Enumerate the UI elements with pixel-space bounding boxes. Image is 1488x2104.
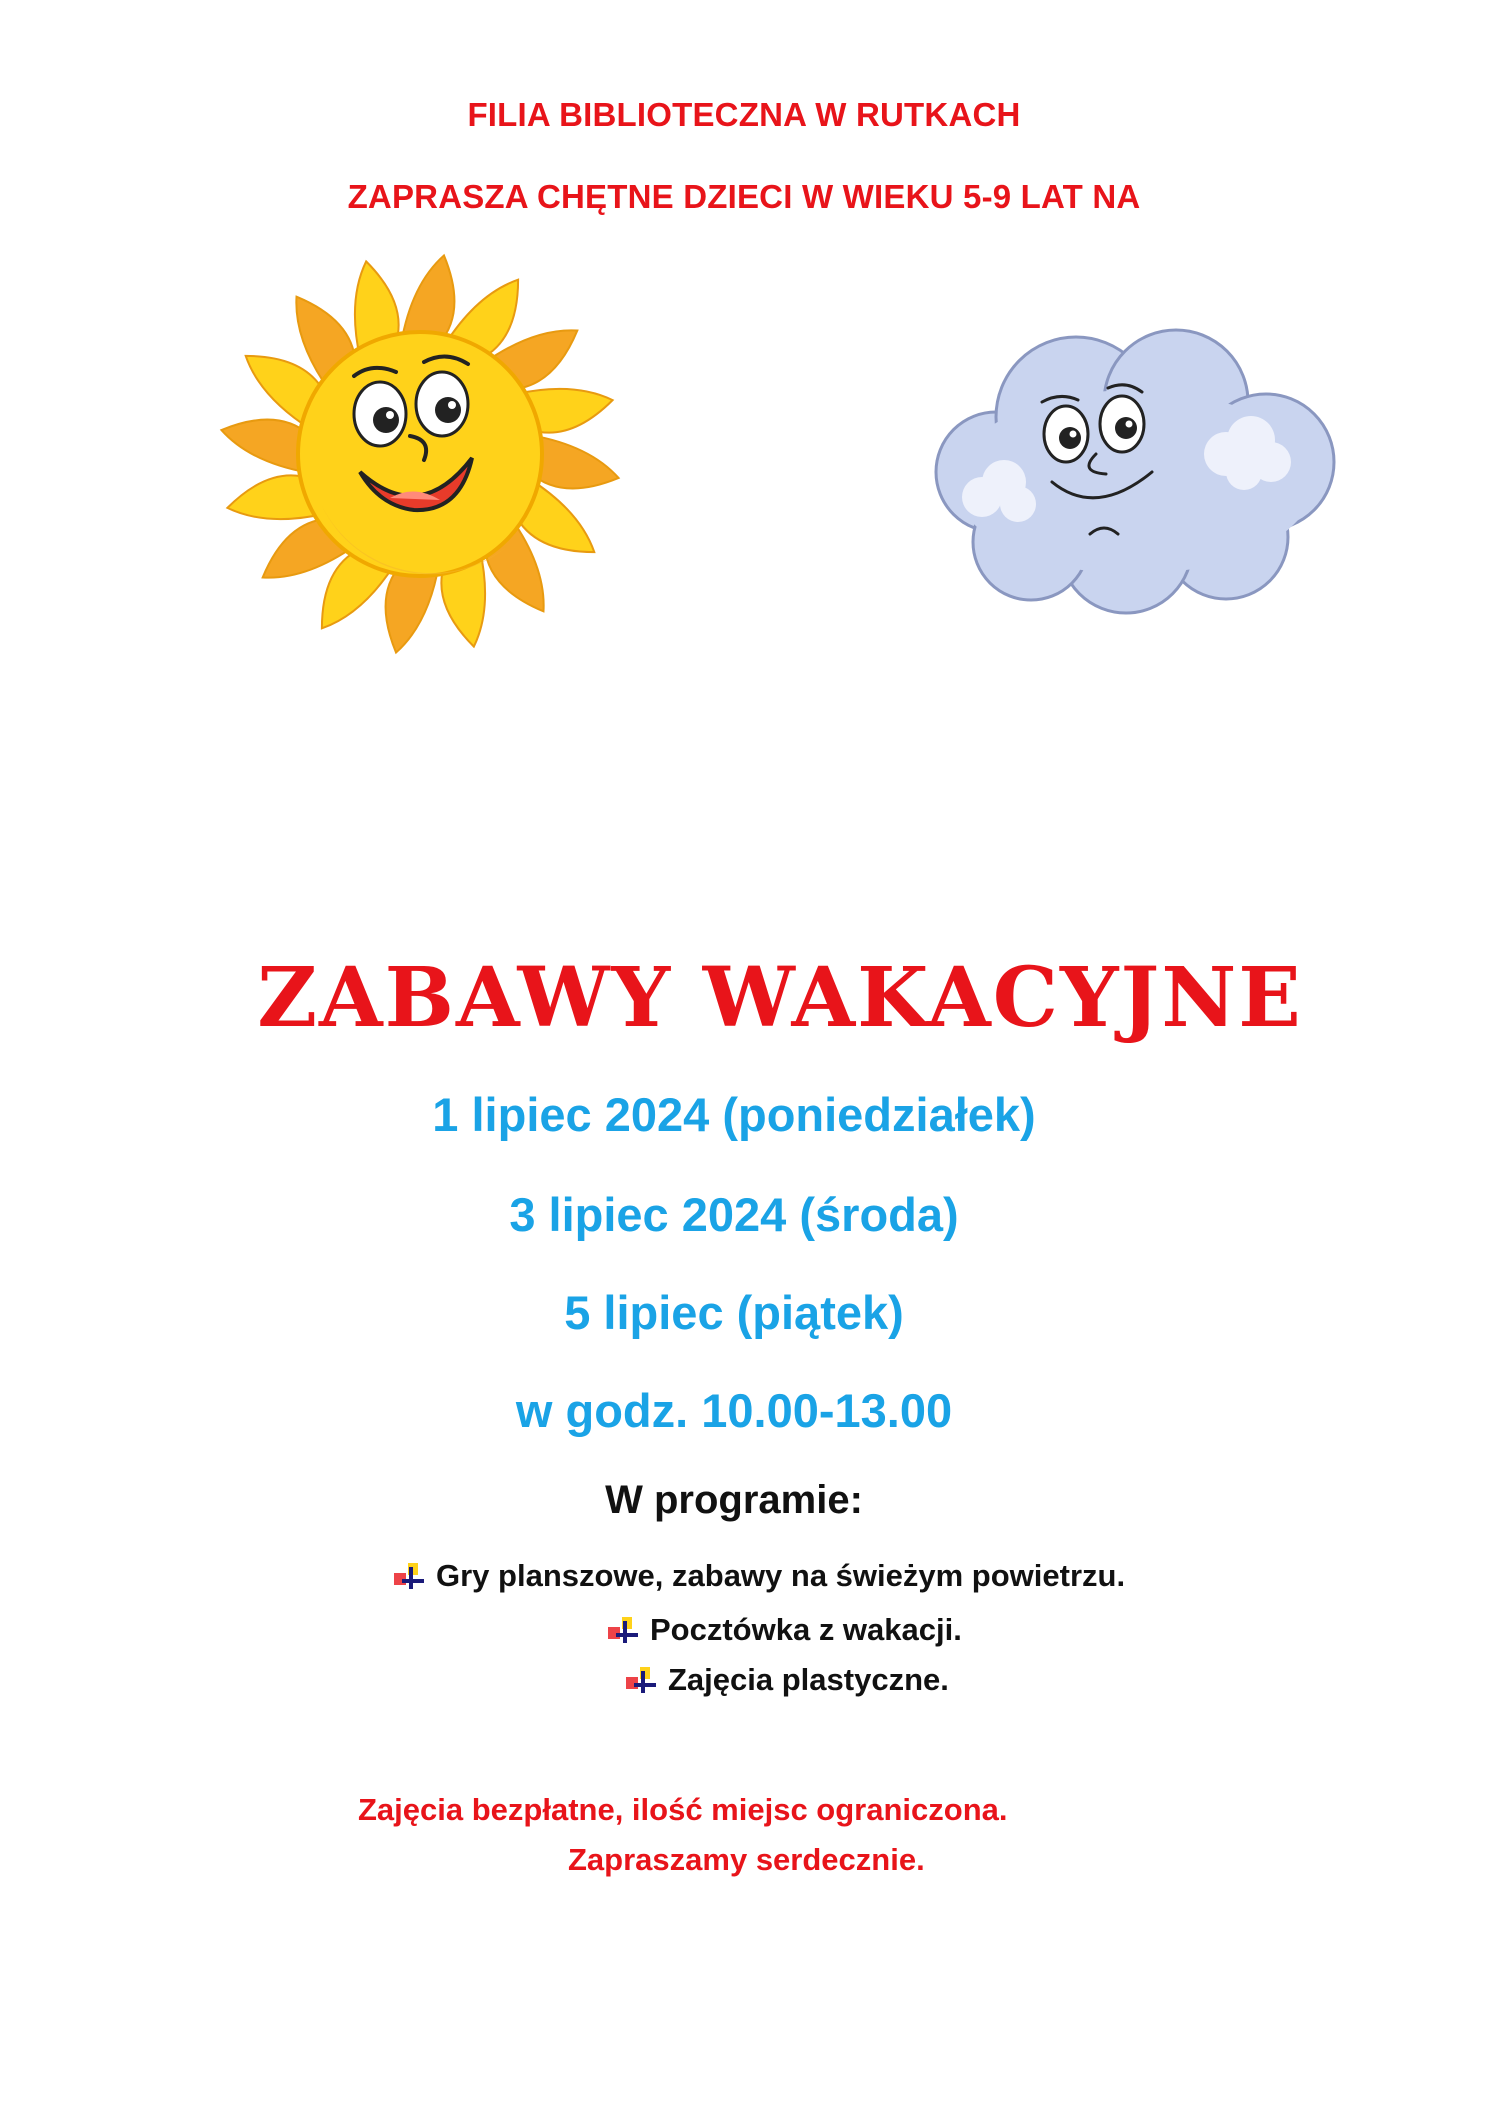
bullet-icon bbox=[606, 1613, 640, 1647]
program-item bbox=[392, 1558, 1125, 1594]
program-item-text: Zajęcia plastyczne. bbox=[668, 1662, 949, 1697]
smiling-sun-icon bbox=[210, 244, 630, 664]
header-line-2: ZAPRASZA CHĘTNE DZIECI W WIEKU 5-9 LAT NA bbox=[347, 178, 1141, 215]
program-item-text: Pocztówka z wakacji. bbox=[650, 1612, 962, 1647]
program-heading: W programie: bbox=[605, 1478, 863, 1522]
hours-line: w godz. 10.00-13.00 bbox=[515, 1384, 953, 1437]
bullet-icon bbox=[392, 1559, 426, 1593]
date-line-3: 5 lipiec (piątek) bbox=[564, 1286, 904, 1339]
date-line-2: 3 lipiec 2024 (środa) bbox=[509, 1188, 959, 1241]
header-line-1: FILIA BIBLIOTECZNA W RUTKACH bbox=[467, 96, 1021, 133]
bullet-icon bbox=[624, 1663, 658, 1697]
footer-line-1: Zajęcia bezpłatne, ilość miejsc ograniczona. bbox=[358, 1792, 1008, 1827]
event-title: ZABAWY WAKACYJNE bbox=[257, 950, 1303, 1046]
program-item-text: Gry planszowe, zabawy na świeżym powietrzu. bbox=[436, 1558, 1126, 1593]
date-line-1: 1 lipiec 2024 (poniedziałek) bbox=[432, 1088, 1036, 1141]
smiling-cloud-icon bbox=[926, 322, 1342, 622]
program-item bbox=[624, 1662, 949, 1698]
footer-line-2: Zapraszamy serdecznie. bbox=[568, 1842, 925, 1877]
program-item bbox=[606, 1612, 962, 1648]
